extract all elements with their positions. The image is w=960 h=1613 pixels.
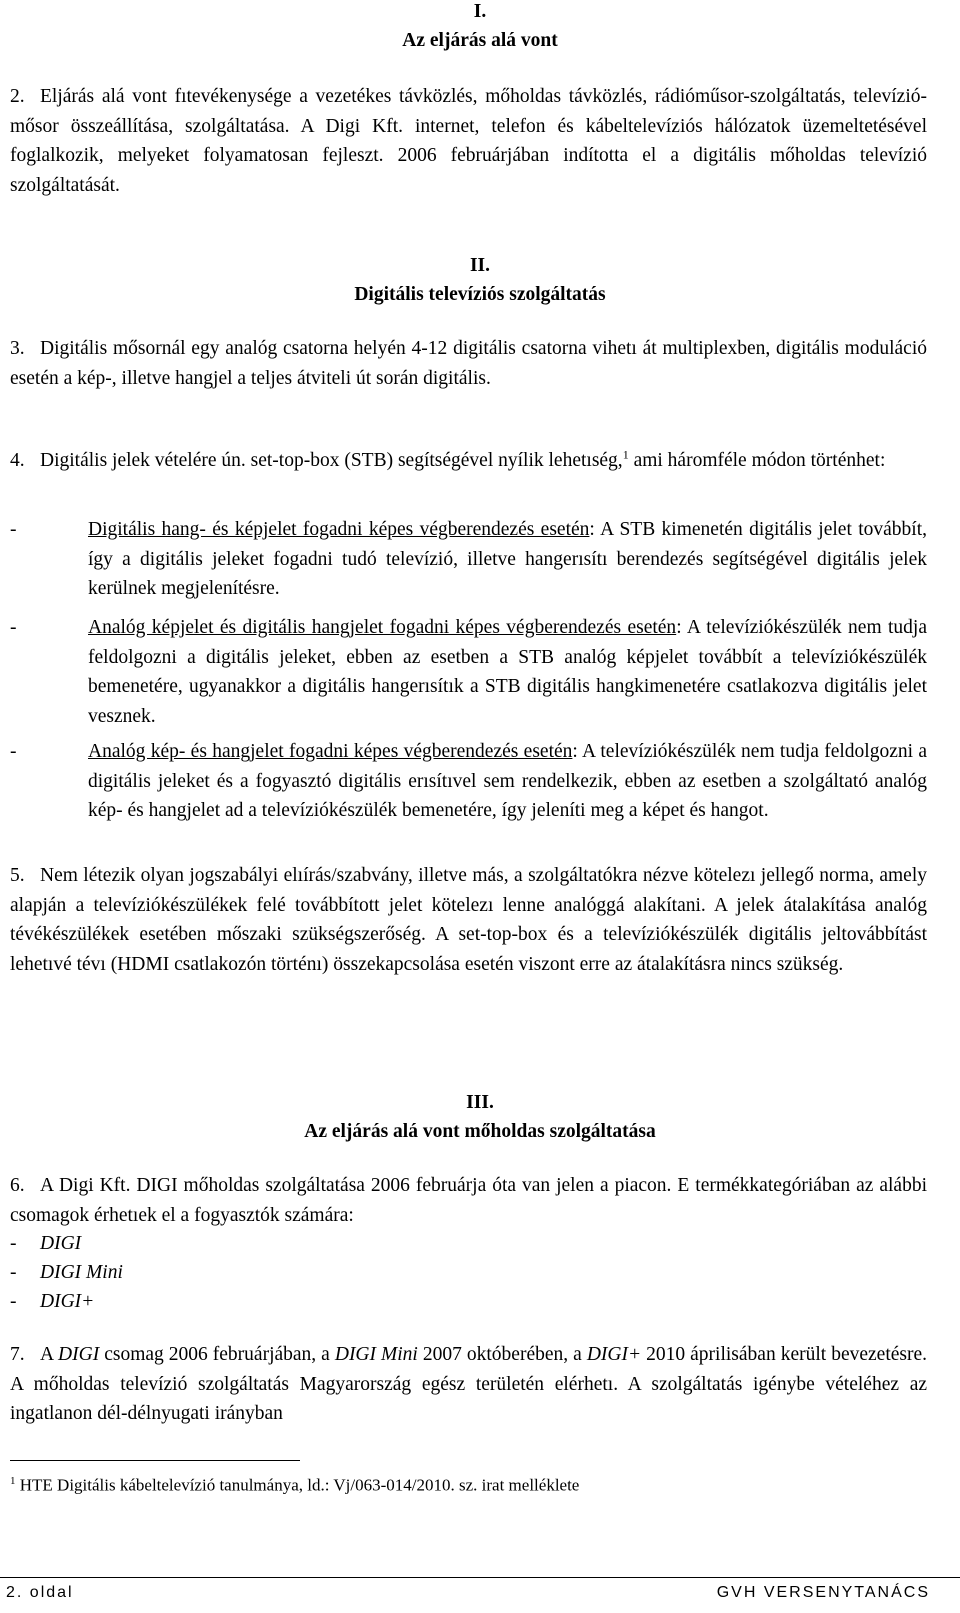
package-list [10,1229,123,1316]
section-1-title: Az eljárás alá vont [402,30,558,51]
list-dash: - [10,1291,17,1312]
bullet-dash: - [10,519,17,540]
bullet-dash: - [10,617,17,638]
section-3-title: Az eljárás alá vont mőholdas szolgáltatása [304,1121,656,1142]
bullet-heading: Analóg képjelet és digitális hangjelet fogadni képes végberendezés esetén [88,617,677,638]
paragraph-text: 2010 áprilisában került bevezetésre. A mőholdas televízió szolgáltatás Magyarország egész területén elérhetı. A szolgáltatás igénybe vételéhez az ingatlanon dél-délnyugati irányban [10,1344,928,1424]
paragraph-number: 7. [10,1344,25,1365]
paragraph-6 [10,1171,927,1230]
paragraph-number: 6. [10,1175,25,1196]
paragraph-text: Digitális mősornál egy analóg csatorna helyén 4-12 digitális csatorna vihetı át multiplexben, digitális moduláció esetén a kép-, illetve hangjel a teljes átviteli út során digitális. [10,338,927,389]
footnote-separator [10,1460,300,1461]
paragraph-text: Digitális jelek vételére ún. set-top-box (STB) segítségével nyílik lehetıség, [40,450,623,471]
paragraph-5 [10,861,927,979]
bullet-dash: - [10,741,17,762]
bullet-item [10,737,927,826]
bullet-text: : A televíziókészülék nem tudja feldolgozni a digitális jeleket és a fogyasztó digitális erısítıvel sem rendelkezik, ebben az esetben a szolgáltató analóg kép- és hangjelet ad a televíziókészülék bemenetére, így jeleníti meg a képet és hangot. [88,741,928,821]
bullet-heading: Analóg kép- és hangjelet fogadni képes végberendezés esetén [88,741,573,762]
paragraph-2 [10,82,927,200]
package-name: DIGI [58,1344,100,1365]
paragraph-text: 2007 októberében, a [417,1344,587,1365]
bullet-heading: Digitális hang- és képjelet fogadni képes végberendezés esetén [88,519,590,540]
list-dash: - [10,1233,17,1254]
package-name: DIGI+ [586,1344,642,1365]
section-3-number: III. [466,1092,494,1113]
list-item [10,1229,123,1258]
package-name: DIGI+ [40,1291,95,1312]
package-name: DIGI [40,1233,82,1254]
paragraph-number: 2. [10,86,25,107]
footnote-reference[interactable]: 1 [622,447,629,462]
bullet-text: : A STB kimenetén digitális jelet továbbít, így a digitális jeleket fogadni tudó televízió, illetve hangerısítı berendezés segítségével digitális jelek kerülnek megjelenítésre. [88,519,927,599]
bullet-item [10,613,927,731]
paragraph-number: 3. [10,338,25,359]
paragraph-4 [10,446,927,476]
paragraph-text: Nem létezik olyan jogszabályi elıírás/szabvány, illetve más, a szolgáltatókra nézve kötelezı jellegő norma, amely alapján a televíziókészülékek felé továbbított jelet kötelezı lenne analóggá alakítani. A jelek átalakítása analóg tévékészülékek esetében mőszaki szükségszerőség. A set-top-box és a televíziókészülék digitális jeltovábbítást lehetıvé tévı (HDMI csatlakozón történı) összekapcsolása esetén viszont erre az átalakításra nincs szükség. [10,865,927,975]
paragraph-text: A Digi Kft. DIGI mőholdas szolgáltatása 2006 februárja óta van jelen a piacon. E termékkategóriában az alábbi csomagok érhetıek el a fogyasztók számára: [10,1175,927,1226]
package-name: DIGI Mini [334,1344,418,1365]
list-dash: - [10,1262,17,1283]
paragraph-text: A [40,1344,59,1365]
paragraph-3 [10,334,927,393]
paragraph-7 [10,1340,927,1429]
list-item [10,1258,123,1287]
bullet-text: : A televíziókészülék nem tudja feldolgozni a digitális jeleket, ebben az esetben a STB analóg képjelet továbbít a televíziókészülék bemenetére, ugyanakkor a digitális hangerısítık a STB digitális hangkimenetére csatlakozva digitális jelet vesznek. [88,617,927,727]
footnote-number: 1 [10,1475,16,1487]
paragraph-text: Eljárás alá vont fıtevékenysége a vezetékes távközlés, mőholdas távközlés, rádióműsor-szolgáltatás, televízió-mősor összeállítása, szolgáltatása. A Digi Kft. internet, telefon és kábeltelevíziós hálózatok üzemeltetésével foglalkozik, melyeket folyamatosan fejleszt. 2006 februárjában indította el a digitális mőholdas televízió szolgáltatását. [10,86,927,196]
list-item [10,1287,123,1316]
footnote-text: HTE Digitális kábeltelevízió tanulmánya, ld.: Vj/063-014/2010. sz. irat melléklete [15,1475,580,1495]
paragraph-number: 4. [10,450,25,471]
section-1-number: I. [473,1,487,22]
footer-page-number: 2. oldal [6,1584,74,1601]
paragraph-text: csomag 2006 februárjában, a [99,1344,335,1365]
paragraph-number: 5. [10,865,25,886]
footnote [10,1470,579,1497]
footer-rule [0,1577,960,1578]
section-2-title: Digitális televíziós szolgáltatás [354,284,606,305]
footer-organization: GVH VERSENYTANÁCS [716,1584,930,1601]
section-2-number: II. [469,255,491,276]
package-name: DIGI Mini [40,1262,123,1283]
bullet-item [10,515,927,604]
paragraph-text-continued: ami háromféle módon történhet: [628,450,886,471]
